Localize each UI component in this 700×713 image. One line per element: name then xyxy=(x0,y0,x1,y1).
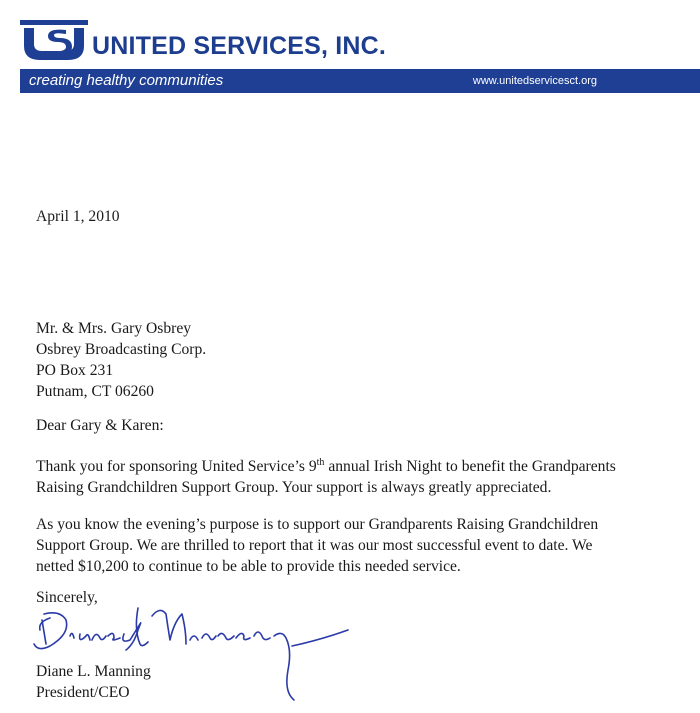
text-segment: annual Irish Night to benefit the Grandparents xyxy=(324,458,616,475)
paragraph-line xyxy=(36,456,616,477)
website-url: www.unitedservicesct.org xyxy=(472,75,597,87)
ordinal-suffix: th xyxy=(316,456,325,468)
recipient-city-state-zip: Putnam, CT 06260 xyxy=(36,383,154,400)
letterhead-banner xyxy=(20,69,700,93)
recipient-name: Mr. & Mrs. Gary Osbrey xyxy=(36,320,192,337)
text-segment: Thank you for sponsoring United Service’s 9 xyxy=(36,458,317,475)
paragraph-results xyxy=(36,514,598,577)
recipient-address-line: PO Box 231 xyxy=(36,362,114,379)
tagline: creating healthy communities xyxy=(29,72,224,89)
paragraph-thanks xyxy=(36,456,616,498)
salutation: Dear Gary & Karen: xyxy=(36,417,164,434)
closing: Sincerely, xyxy=(36,589,98,606)
signer-title: President/CEO xyxy=(36,684,130,701)
paragraph-line: netted $10,200 to continue to be able to provide this needed service. xyxy=(36,558,461,575)
company-logo-icon xyxy=(20,20,88,64)
paragraph-line: As you know the evening’s purpose is to support our Grandparents Raising Grandchildren xyxy=(36,516,599,533)
recipient-address xyxy=(36,318,206,402)
company-name: UNITED SERVICES, INC. xyxy=(92,32,387,60)
signer-block xyxy=(36,661,151,703)
signer-name: Diane L. Manning xyxy=(36,663,151,680)
paragraph-line: Raising Grandchildren Support Group. Your support is always greatly appreciated. xyxy=(36,479,552,496)
recipient-company: Osbrey Broadcasting Corp. xyxy=(36,341,207,358)
letter-date: April 1, 2010 xyxy=(36,208,120,225)
paragraph-line: Support Group. We are thrilled to report that it was our most successful event to date. We xyxy=(36,537,593,554)
